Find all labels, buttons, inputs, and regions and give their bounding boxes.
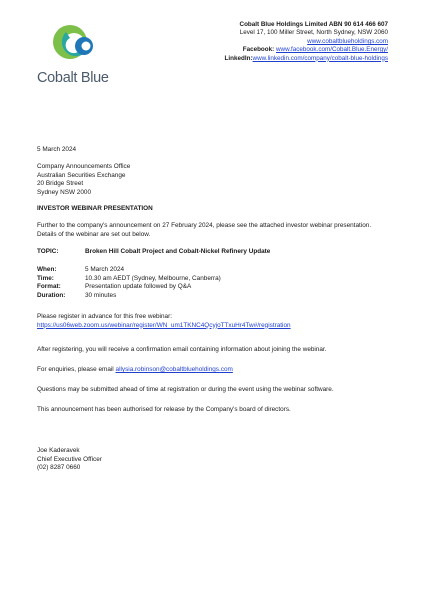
enquiries-email-link[interactable]: allysia.robinson@cobaltblueholdings.com xyxy=(115,366,233,373)
detail-row xyxy=(37,283,397,292)
detail-value: 30 minutes xyxy=(85,291,117,299)
recipient-line: Australian Securities Exchange xyxy=(37,171,126,179)
detail-label: Duration: xyxy=(37,291,66,299)
detail-label: Time: xyxy=(37,274,54,282)
company-address: Level 17, 100 Miller Street, North Sydney, NSW 2060 xyxy=(239,29,388,37)
detail-label: Format: xyxy=(37,283,61,291)
recipient-line: Company Announcements Office xyxy=(37,163,131,170)
detail-label: When: xyxy=(37,266,57,273)
detail-value: 10.30 am AEDT (Sydney, Melbourne, Canberra) xyxy=(85,274,221,282)
signatory-name: Joe Kaderavek xyxy=(37,447,80,454)
webinar-details xyxy=(37,266,397,300)
detail-row xyxy=(37,292,397,301)
intro-paragraph: Further to the company's announcement on 27 February 2024, please see the attached investor webinar presentation. Details of the webinar are set out below. xyxy=(37,222,372,238)
signatory-title: Chief Executive Officer xyxy=(37,455,102,463)
website-link[interactable]: www.cobaltblueholdings.com xyxy=(307,37,388,45)
letter-date: 5 March 2024 xyxy=(37,146,77,153)
linkedin-label: LinkedIn: xyxy=(224,54,253,62)
signoff xyxy=(37,447,397,473)
enquiries-text: For enquiries, please email xyxy=(37,366,116,373)
topic-label: TOPIC: xyxy=(37,248,59,255)
company-name: Cobalt Blue Holdings Limited ABN 90 614 466 607 xyxy=(239,21,388,28)
recipient-line: 20 Bridge Street xyxy=(37,180,84,188)
after-registering-paragraph: After registering, you will receive a confirmation email containing information about joining the webinar. xyxy=(37,346,327,353)
questions-paragraph: Questions may be submitted ahead of time at registration or during the event using the webinar software. xyxy=(37,386,334,393)
detail-row xyxy=(37,266,397,275)
detail-row xyxy=(37,275,397,284)
recipient-address xyxy=(37,163,397,197)
company-header xyxy=(225,21,388,63)
detail-value: Presentation update followed by Q&A xyxy=(85,283,192,291)
logo-wordmark: Cobalt Blue xyxy=(37,70,109,86)
linkedin-link[interactable]: www.linkedin.com/company/cobalt-blue-holdings xyxy=(252,54,388,62)
registration-link[interactable]: https://us06web.zoom.us/webinar/register/WN_um1TKNC4QcyjoTTxuHr4Tw#/registration xyxy=(37,321,291,329)
register-section xyxy=(37,313,397,330)
logo-blue-dot-inner xyxy=(82,42,91,51)
recipient-line: Sydney NSW 2000 xyxy=(37,188,91,196)
signatory-phone: (02) 8287 0660 xyxy=(37,464,81,472)
topic-row xyxy=(37,248,397,257)
subject-heading: INVESTOR WEBINAR PRESENTATION xyxy=(37,205,153,212)
topic-value: Broken Hill Cobalt Project and Cobalt-Nickel Refinery Update xyxy=(85,248,271,255)
detail-value: 5 March 2024 xyxy=(85,266,125,273)
facebook-label: Facebook: xyxy=(242,46,275,54)
authorisation-paragraph: This announcement has been authorised for release by the Company's board of directors. xyxy=(37,406,291,413)
register-text: Please register in advance for this free webinar: xyxy=(37,313,172,320)
facebook-link[interactable]: www.facebook.com/Cobalt.Blue.Energy/ xyxy=(275,46,388,54)
enquiries-paragraph xyxy=(37,366,397,375)
